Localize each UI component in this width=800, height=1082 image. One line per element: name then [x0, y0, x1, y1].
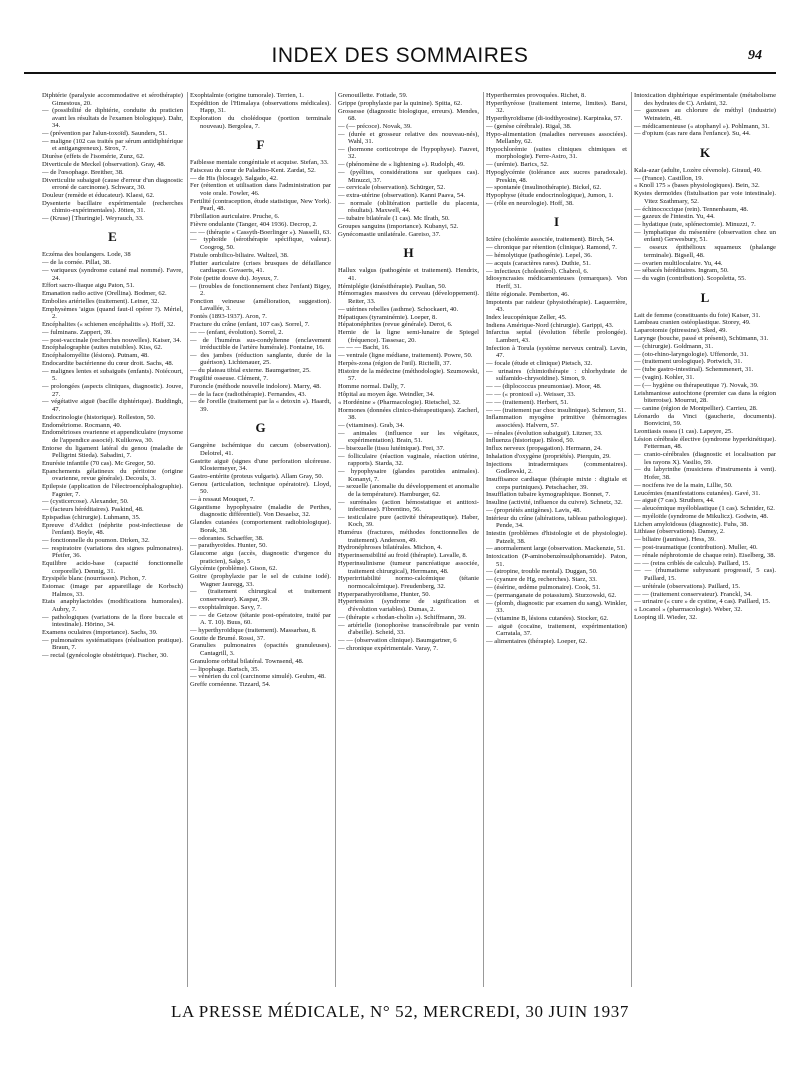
index-entry: — myéloïde (syndrome de Mikulicz). Godwin, 48.	[634, 512, 769, 520]
index-entry: Intérieur du crâne (altérations, tableau pathologique). Pende, 34.	[486, 514, 627, 530]
index-entry: — nocifens ive de la main, Lillie, 50.	[634, 481, 733, 489]
index-entry: — variqueux (syndrome cutané mal nommé). Favre, 24.	[42, 267, 183, 282]
index-entry: — fonctionnelle du poumon. Dirken, 32.	[42, 536, 150, 544]
index-entry: — infectieux (cholestérol). Chabrol, 6.	[486, 267, 589, 275]
index-entry: — hydatique (rate, splénectomie). Minuzzi, 7.	[634, 221, 756, 229]
index-entry: Grenouillette. Fotiade, 59.	[338, 92, 408, 99]
index-entry: Herpès-zona (région de l'œil). Ricitelli, 37.	[338, 360, 452, 368]
index-entry: — cervicale (observation). Schürger, 52.	[338, 184, 446, 192]
index-entry: — (propriétés antigènes). Lavis, 48.	[486, 506, 582, 514]
index-entry: Glandes cutanées (comportement radiobiologique). Borak, 38.	[190, 519, 331, 534]
index-entry: Endocrinologie (historique). Rolleston, 50.	[42, 413, 156, 421]
index-entry: — (— précoce). Novak, 39.	[338, 122, 412, 130]
index-entry: — spontanée (insulinothérapie). Bickel, 62.	[486, 184, 602, 192]
index-entry: — (hormone corticotrope de l'hypophyse). Fauvet, 32.	[338, 145, 479, 161]
index-entry: — de la cornée. Pillat, 38.	[42, 259, 111, 267]
index-entry: Estomac (image par appareillage de Korbsch) Halmos, 33.	[42, 583, 183, 598]
index-entry: — chronique par rétention (clinique). Ramond, 7.	[486, 244, 617, 252]
index-entry: Embolies artérielles (traitement). Leiner, 32.	[42, 297, 160, 305]
index-entry: Emphysèmes 'aigus (quand faut-il opérer ?). Mériel, 2.	[42, 305, 183, 321]
index-entry: — d'opium (cas rare dans l'enfance). Su, 44.	[634, 130, 751, 138]
index-entry: Gastrite aiguë (signes d'une perforation ulcéreuse. Klostermeyer, 34.	[190, 457, 331, 473]
index-entry: Impotents par raideur (physiothérapie). Laquerrière, 43.	[486, 298, 627, 314]
index-entry: Lait de femme (constituants du foie) Kaiser, 31.	[634, 311, 761, 319]
index-entry: Hémiplégie (kinésithérapie). Paulian, 50.	[338, 282, 447, 290]
index-entry: Gangrène ischémique du cæcum (observation). Delotrel, 41.	[190, 442, 331, 457]
index-entry: Hypertension (syndrome de signification et d'évolution variables). Dumas, 2.	[338, 598, 479, 613]
index-entry: — (urémie). Barics, 52.	[486, 161, 549, 169]
index-entry: Kala-azar (adulte, Lozère cévenole). Giraud, 49.	[634, 166, 762, 174]
index-entry: Douleur (remède et éducateur). Klaesi, 62.	[42, 191, 155, 199]
index-entry: Emanation radio active (Orellina). Bodmer, 62.	[42, 290, 167, 298]
index-entry: Encéphalomyélite (lésions). Putnam, 48.	[42, 352, 149, 360]
index-entry: Glycémie (problème). Gison, 62.	[190, 565, 278, 573]
index-entry: Fracture du crâne (enfant, 107 cas). Sorrel, 7.	[190, 321, 310, 329]
index-entry: — (prévention par l'alun-toxoïd). Saunders, 51.	[42, 130, 167, 138]
index-entry: — pathologiques (variations de la flore buccale et intestinale). Hörino, 34.	[42, 613, 183, 629]
index-entry: — (genèse cérébrale). Rigal, 38.	[486, 122, 572, 130]
index-entry: — artérielle (ionophorèse transcérébrale par venin d'abeille). Scheid, 33.	[338, 621, 479, 637]
index-entry: — (chirurgie). Goldmann, 31.	[634, 342, 713, 350]
index-entry: Genou (articulation, technique opératoire). Lloyd, 50.	[190, 480, 331, 496]
index-entry: — (vagin). Kohler, 31.	[634, 374, 695, 382]
index-entry: Influx nerveux (propagation). Hermann, 24.	[486, 445, 602, 453]
index-entry: Equilibre acido-base (capacité fonctionnelle corporelle). Dennig, 31.	[42, 560, 183, 575]
index-entry: Exophtalmie (origine tumorale). Terrien, 1.	[190, 92, 304, 99]
index-entry: — chronique expérimentale. Varay, 7.	[338, 644, 438, 652]
index-entry: Epispadias (chirurgie). Luhmann, 35.	[42, 513, 141, 521]
index-entry: Hépatonéphrites (revue générale). Derot, 6.	[338, 321, 453, 329]
index-entry: — à ressaut Mouquet, 7.	[190, 496, 255, 504]
index-entry: Leishmaniose autochtone (premier cas dans la région biterroise). Mourrut, 28.	[634, 389, 776, 405]
index-entry: — (atropine, trouble mental). Duggan, 50.	[486, 568, 598, 576]
index-entry: Fonction veineuse (amélioration, suggestion). Lavallée, 3.	[190, 297, 331, 313]
index-entry: — (oto-rhino-laryngologie). Uffenorde, 31.	[634, 350, 749, 358]
index-entry: — gazeuses au chlorure de méthyl (industrie) Weinstein, 48.	[634, 107, 776, 122]
index-entry: — sébacés héréditaires. Ingram, 50.	[634, 267, 729, 275]
index-entry: Effort sacro-iliaque aigu Paton, 51.	[42, 282, 135, 290]
index-column-3	[338, 92, 484, 987]
index-entry: Diverticule de Meckel (observation). Gray, 48.	[42, 160, 166, 168]
index-entry: — hypophysaire (glandes parotides animales). Konanyi, 7.	[338, 468, 479, 483]
index-entry: — typhoïde (sérothérapie spécifique, valeur). Coogrog, 50.	[190, 236, 331, 251]
index-column-2	[190, 92, 336, 987]
index-entry: — (facteurs héréditaires). Paskind, 48.	[42, 506, 144, 514]
index-entry: — (traitement urologique). Portwich, 31.	[634, 358, 743, 366]
index-entry: Fistule ombilico-biliaire. Waltzel, 38.	[190, 251, 289, 259]
index-entry: Idiosyncrasies médicamenteuses (remarques). Von Herff, 31.	[486, 275, 627, 290]
index-entry: — (plomb, diagnostic par examen du sang). Winkler, 33.	[486, 599, 627, 615]
index-entry: Gastro-entérite (proteus vulgaris). Allam Gray, 50.	[190, 473, 324, 481]
index-entry: Hormones (données clinico-thérapeutiques). Zacherl, 38.	[338, 406, 479, 422]
index-entry: Injections intradermiques (commentaires). Godlewski, 2.	[486, 460, 627, 476]
index-entry: Insuline (activité, influence du cuivre). Schnetz, 32.	[486, 499, 623, 507]
index-entry: « Knoll 175 » (bases physiologiques). Bein, 32.	[634, 182, 760, 190]
page-number: 94	[748, 48, 762, 63]
index-entry: — — (traitement). Herbert, 51.	[486, 398, 569, 406]
index-entry: — (cyanure de Hg, recherches). Starz, 33.	[486, 576, 597, 584]
index-entry: — (possibilité de diphtérie, conduite du praticien avant les résultats de l'examen biologique). Dahr, 34.	[42, 107, 183, 130]
index-entry: Diphtérie (paralysie accommodative et sérothérapie) Gimestous, 20.	[42, 92, 183, 107]
index-entry: Hépatiques (tyraminémie). Loeper, 8.	[338, 313, 437, 321]
index-entry: — (cysticercose). Alexander, 50.	[42, 498, 129, 506]
index-entry: — — (thérapie « Cassyth-Boerlinger »). Nasselli, 63.	[190, 228, 332, 236]
section-letter: K	[699, 144, 711, 160]
index-entry: — médicamenteuse (« atophanyl »). Pohlmann, 31.	[634, 122, 770, 130]
index-entry: Fer (rétention et utilisation dans l'administration par voie orale. Fowler, 46.	[190, 182, 331, 197]
index-entry: — focale (étude et clinique) Pietsch, 32.	[486, 360, 593, 368]
index-entry: Humérus (fractures, méthodes fonctionnelles de traitement). Anderson, 49.	[338, 529, 479, 544]
index-entry: — du vagin (contribution). Scopoletta, 55.	[634, 275, 747, 283]
index-entry: Endométrioses ovarienne et appendiculaire (myxome de l'appendice associé). Kulikowa, 30.	[42, 429, 183, 444]
index-entry: — acquis (caractères rares). Duthie, 51.	[486, 259, 591, 267]
index-entry: Looping ill. Wieder, 32.	[634, 613, 698, 621]
index-entry: Leucémies (manifestations cutanées). Gavé, 31.	[634, 489, 761, 497]
index-entry: — gazeux de l'intestin. Yu, 44.	[634, 213, 715, 221]
index-entry: — utérines rebelles (asthme). Schockaert, 40.	[338, 305, 459, 313]
index-entry: Eczéma des boulangers. Lode, 38	[42, 251, 131, 259]
section-letter: H	[403, 245, 414, 261]
index-entry: — testiculaire pure (activité thérapeutique). Haber, Koch, 39.	[338, 513, 479, 529]
index-entry: Hémorragies massives du cerveau (développement). Reiter, 33.	[338, 290, 479, 305]
index-entry: Hyperthyroïdisme (di-iodthyrosine). Karpinska, 57.	[486, 115, 623, 123]
section-letter: I	[553, 214, 560, 230]
index-entry: « Locanol » (pharmacologie). Weber, 32.	[634, 606, 743, 614]
index-entry: — urinaire (« cure » de cystine, 4 cas). Paillard, 15.	[634, 598, 771, 606]
index-entry: Leontiasis ossea (1 cas). Lapeyre, 25.	[634, 428, 733, 436]
index-entry: — de l'œsophage. Breither, 38.	[42, 168, 124, 176]
index-entry: — (vitamines). Grab, 34.	[338, 421, 405, 429]
index-entry: — odorantes. Schaeffer, 38.	[190, 534, 264, 542]
index-entry: — (permanganate de potassium). Sturzowski, 62.	[486, 591, 617, 599]
index-entry: — (troubles de fonctionnement chez l'enfant) Bigey, 2.	[190, 282, 331, 298]
index-column-5	[634, 92, 780, 987]
index-entry: Insufflation tubaire kymographique. Bonnet, 7.	[486, 491, 611, 499]
index-entry: — — (reins criblés de calculs). Paillard, 15.	[634, 559, 751, 567]
index-entry: Greffe cornéenne. Tizzard, 54.	[190, 681, 271, 689]
index-entry: Diurèse (effets de l'isomérie, Zunz, 62.	[42, 153, 145, 161]
index-entry: — tubaire bilatérale (1 cas). Mc Ilrath, 50.	[338, 215, 450, 223]
index-entry: Etats anaphylactoïdes (modifications humorales). Aubry, 7.	[42, 598, 183, 613]
index-entry: Fertilité (contraception, étude statistique, New York). Pearl, 48.	[190, 197, 331, 213]
index-entry: Fibrillation auriculaire. Pruche, 6.	[190, 213, 280, 221]
index-entry: Hallux valgus (pathogénie et traitement). Hendrix, 41.	[338, 267, 479, 282]
index-entry: — cranio-cérébrales (diagnostic et localisation par les rayons X). Vasilio, 59.	[634, 451, 776, 466]
index-entry: — vénérien du col (carcinome simulé). Geuhm, 48.	[190, 673, 326, 681]
index-entry: Grippe (prophylaxie par la quinine). Spitta, 62.	[338, 99, 462, 107]
index-entry: — malignes lentes et subaiguës (enfants). Noiécourt, 5.	[42, 367, 183, 383]
index-entry: Iléite régionale. Pemberton, 46.	[486, 290, 570, 298]
index-entry: Insuffisance cardiaque (thérapie mixte : digitale et corps puriniques). Petschacher, 39.	[486, 476, 627, 491]
index-entry: — maligne (102 cas traités par sérum antidiphtérique et antigangreneux). Strox, 7.	[42, 137, 183, 153]
index-entry: — aleucémique myéloblastique (1 cas). Schnider, 62.	[634, 505, 775, 513]
index-entry: Goitre (prophylaxie par le sel de cuisine iodé). Wagner Jauregg, 33.	[190, 573, 331, 588]
index-entry: Epanchements gélatineux du péritoine (origine ovarienne, revue générale). Decoulx, 3.	[42, 467, 183, 483]
index-entry: — rénales (évolution subaiguë). Litzner, 33.	[486, 429, 603, 437]
index-entry: — — de Getzow (tétanie post-opératoire, traité par A. T. 10). Buus, 60.	[190, 611, 331, 627]
index-entry: — exophtalmique. Savy, 7.	[190, 603, 262, 611]
index-entry: Groupes sanguins (importance). Kubanyi, 52.	[338, 223, 459, 231]
index-entry: Hyperparathyroïdisme, Hunter, 50.	[338, 590, 431, 598]
index-entry: Lésion cérébrale élective (syndrome hyperkinétique). Fetterman, 48.	[634, 435, 776, 451]
index-entry: — de l'humérus sus-condylienne (enclavement irréductible de l'artère humérale). Fontaine, 16.	[190, 336, 331, 352]
section-letter: G	[255, 420, 266, 436]
index-entry: Examens oculaires (importance). Sachs, 39.	[42, 629, 158, 637]
index-entry: Hypoglycémie (tolérance aux sucres paradoxale). Preskin, 48.	[486, 169, 627, 184]
index-entry: — bisexuelle (tissu lutéinique). Frei, 37.	[338, 444, 445, 452]
index-entry: — de His (blocage). Salgado, 42.	[190, 174, 278, 182]
index-entry: — respiratoire (variations des signes pulmonaires). Pfeifer, 36.	[42, 544, 183, 560]
index-entry: — hémolytique (pathogénie). Lepel, 36.	[486, 252, 593, 260]
index-entry: — du plateau tibial externe. Baumgartner, 25.	[190, 367, 311, 375]
index-entry: Dysenterie bacillaire expérimentale (recherches chimio-expérimentales). Jötten, 31.	[42, 199, 183, 215]
index-entry: Grossesse (diagnostic biologique, erreurs). Mendes, 68.	[338, 107, 479, 123]
index-entry: — parathyroïdes. Hunter, 50.	[190, 542, 268, 550]
index-entry: Intestin (problèmes d'histologie et de physiologie). Patzelt, 38.	[486, 530, 627, 545]
index-entry: Hypo-alimentation (maladies nerveuses associées). Mellanby, 62.	[486, 130, 627, 146]
index-entry: — (tube gastro-intestinal). Schemmenert, 31.	[634, 366, 754, 374]
index-entry: — végétative aiguë (bacille diphtérique). Buddingh, 47.	[42, 398, 183, 413]
index-entry: Diverticulite subaiguë (cause d'erreur d'un diagnostic erroné de carcinome). Schwarz, 30.	[42, 176, 183, 192]
index-entry: Expédition de l'Himalaya (observations médicales). Happ, 31.	[190, 99, 331, 115]
index-entry: Glaucome aigu (accès, diagnostic d'urgence du praticien), Salgo, 5	[190, 550, 331, 565]
index-entry: Intoxication diphtérique expérimentale (métabolisme des hydrates de C). Ardaini, 32.	[634, 92, 776, 107]
index-entry: — lymphatique du mésentère (observation chez un enfant) Gerwesbury, 51.	[634, 228, 776, 244]
index-entry: Ictère (cholémie associée, traitement). Birch, 54.	[486, 236, 615, 244]
index-entry: Entorse du ligament latéral du genou (maladie de Pelligrini Stieda). Sabadini, 7.	[42, 444, 183, 460]
index-entry: — échinococcique (rein). Tennenbaum, 48.	[634, 205, 749, 213]
index-entry: Epilepsie (application de l'électroencéphalographie). Fagnier, 7.	[42, 483, 183, 498]
index-entry: Exploration du cholédoque (portion terminale nouveau). Bergolea, 7.	[190, 115, 331, 130]
index-entry: Histoire de la médecine (méthodologie). Szumowski, 57.	[338, 367, 479, 383]
index-entry: — extra-utérine (observation). Kanni Paava, 54.	[338, 192, 466, 200]
index-entry: Infarctus septal (évolution fébrile prolongée). Lambert, 43.	[486, 329, 627, 344]
index-entry: — (pyélites, considérations sur quelques cas). Minuzzi, 37.	[338, 169, 479, 184]
index-entry: — — (observation clinique). Baumgartner, 6	[338, 636, 457, 644]
index-entry: — de l'oreille (traitement par la « detoxin »). Haardt, 39.	[190, 398, 331, 413]
index-entry: — (vitamine B, lésions cutanées). Stocker, 62.	[486, 614, 609, 622]
index-entry: Hyperinsulinisme (tumeur pancréatique associée, traitement chirurgical), Herrmann, 48.	[338, 560, 479, 575]
index-entry: — rénale néphrotomie de chaque rein). Eiselberg, 38.	[634, 551, 776, 559]
index-entry: — post-vaccinale (recherches nouvelles). Kaiser, 34.	[42, 336, 182, 344]
index-entry: — — (diplococcus pneumoniae). Moor, 48.	[486, 383, 602, 391]
index-entry: — de la face (radiothérapie). Fernandes, 43.	[190, 390, 307, 398]
index-entry: — aiguë (cocaïne, traitement, expérimentation) Carratala, 37.	[486, 622, 627, 638]
index-entry: — hyperthyroïdique (traitement). Massarbau, 8.	[190, 626, 317, 634]
index-entry: Intoxication (P-aminobenzènsulphonamide). Paton, 51.	[486, 553, 627, 568]
index-entry: — (ésérine, œdème pulmonaire). Cook, 51.	[486, 584, 601, 592]
index-entry: — rectal (gynécologie obstétrique). Fischer, 30.	[42, 652, 169, 660]
index-entry: Hypophyse (étude endocrinologique), Jumon, 1.	[486, 192, 614, 200]
index-entry: — — (rhumatisme subyuxant progressif, 5 cas). Paillard, 15.	[634, 567, 776, 582]
index-entry: Endométriome. Rocmann, 40.	[42, 421, 122, 429]
index-entry: Lambeau cranien ostéoplastique. Storey, 49.	[634, 319, 751, 327]
index-entry: Enurésie infantile (70 cas). Mc Gregor, 50.	[42, 459, 156, 467]
index-entry: Laparotomie (pitressine). Sked, 49.	[634, 327, 728, 335]
index-entry: Erysipèle blanc (nourrisson). Pichon, 7.	[42, 575, 147, 583]
page-header	[24, 44, 776, 74]
index-entry: Lithiase (observations). Damey, 2.	[634, 528, 725, 536]
index-entry: Granulies pulmonaires (opacités granuleuses). Cantagrill, 3.	[190, 642, 331, 657]
index-entry: — lipophage. Bartsch, 35.	[190, 665, 260, 673]
index-entry: — — (enfant, évolution). Sorrel, 2.	[190, 328, 284, 336]
index-entry: Index leucopénique Zeller, 45.	[486, 313, 567, 321]
index-entry: — alimentaires (thérapie). Loeper, 62.	[486, 638, 587, 646]
index-entry: — fulminans. Zappert, 39.	[42, 328, 112, 336]
index-entry: — urinaires (chimiothérapie : chlorhydrate de sulfamido-chrysoïdine). Simon, 9.	[486, 367, 627, 383]
index-entry: Furoncle (méthode nouvelle indolore). Marry, 48.	[190, 382, 322, 390]
page-title: INDEX DES SOMMAIRES	[271, 44, 529, 67]
index-entry: Hyperinsensibilité au froid (thérapie). Lavalle, 8.	[338, 552, 468, 560]
index-entry: Granulome orbital bilatéral. Townsend, 48.	[190, 657, 304, 665]
index-entry: — (durée et grosseur relative des nouveau-nés), Wahl, 31.	[338, 130, 479, 146]
index-entry: Gynécomastie unilatérale. Gareiso, 37.	[338, 230, 441, 238]
index-entry: — (Kruse) [Thuringie]. Weyrauch, 33.	[42, 214, 144, 222]
index-entry: Infection à Torula (système nerveux central). Levin, 47.	[486, 344, 627, 360]
index-entry: Hydronéphroses bilatérales. Michon, 4.	[338, 544, 443, 552]
index-entry: Fièvre ondulante (Tanger, 404 1936). Decrop, 2.	[190, 220, 318, 228]
index-entry: — sexuelle (anomalie du développement et anomalie de la température). Hamburger, 62.	[338, 483, 479, 498]
index-column-4	[486, 92, 632, 987]
index-entry: — canine (région de Montpellier). Carrieu, 28.	[634, 404, 758, 412]
index-entry: — anormalement large (observation. Mackenzie, 51.	[486, 545, 626, 553]
index-entry: — (phénomène de « lightening »). Rudolph, 49.	[338, 161, 465, 169]
index-entry: Foie (petite douve du). Joyeux, 7.	[190, 274, 279, 282]
section-letter: L	[700, 289, 710, 305]
index-entry: — (thérapie « rhodan-cholin »). Schiffmann, 39.	[338, 613, 466, 621]
index-entry: — — (traitement par choc insulinique). Schmorr, 51.	[486, 406, 627, 414]
index-entry: — (France). Castillon, 19.	[634, 174, 704, 182]
section-letter: F	[256, 137, 265, 153]
index-entry: — aiguë (7 cas). Struthers, 44.	[634, 497, 715, 505]
index-entry: Inhalation d'oxygène (propriétés). Pierquin, 29.	[486, 453, 611, 460]
index-entry: Goutte de Brumé. Rossi, 37.	[190, 634, 265, 642]
index-entry: Fontès (1893-1937). Aron, 7.	[190, 313, 267, 321]
index-entry: Endocardite bactérienne du cœur droit. Sachs, 48.	[42, 360, 174, 368]
index-entry: — urétérale (observations). Paillard, 15.	[634, 582, 741, 590]
index-entry: — animales (influence sur les végétaux, expérimentation). Brain, 51.	[338, 429, 479, 445]
index-entry: Hernie de la ligne semi-lunaire de Spiegel (fréquence). Tassesac, 20.	[338, 329, 479, 344]
index-entry: Inflammation myogène primitive (hémorragies associées). Halvern, 57.	[486, 414, 627, 429]
index-entry: Indiens Amérique-Nord (chirurgie). Garippi, 43.	[486, 321, 614, 329]
index-entry: — (traitement chirurgical et traitement conservateur). Kaspar, 39.	[190, 588, 331, 603]
index-entry: Homme normal. Dally, 7.	[338, 383, 406, 391]
index-entry: Hyperthyréose (traitement interne, limites). Barsi, 32.	[486, 99, 627, 115]
index-entry: Hôpital au moyen âge. Weindler, 34.	[338, 390, 435, 398]
index-entry: Lichen amyloïdosus (diagnostic). Fuhs, 38.	[634, 520, 749, 528]
index-entry: Fragilité osseuse. Clément, 7.	[190, 375, 269, 383]
index-entry: Gigantisme hypophysaire (maladie de Perthes, diagnostic différentiel). Von Desaelsz, 32.	[190, 503, 331, 519]
index-entry: — ventrale (ligne médiane, traitement). Powre, 50.	[338, 352, 473, 360]
journal-footer: LA PRESSE MÉDICALE, N° 52, MERCREDI, 30 JUIN 1937	[171, 1002, 629, 1021]
index-entry: Hyperirritabilité normo-calcémique (tétanie normocalcémique). Freudenberg, 32.	[338, 575, 479, 590]
index-entry: — pulmonaires systématiques (réalisation pratique). Braun, 7.	[42, 636, 183, 652]
index-entry: — du labyrinthe (musiciens d'instruments à vent). Hofer, 38.	[634, 466, 776, 481]
index-entry: — normale (oblitération partielle du placenta, résultats). Maxwell, 44.	[338, 199, 479, 215]
index-entry: — prolongées (aspects cliniques, diagnostic). Jouve, 27.	[42, 383, 183, 398]
index-entry: Hyperthermies provoquées. Richet, 8.	[486, 92, 586, 99]
index-entry: — (rôle en neurologie). Hoff, 38.	[486, 199, 574, 207]
index-entry: — — (« prontosil »). Weisser, 33.	[486, 390, 576, 398]
section-letter: E	[108, 229, 117, 245]
index-entry: — des jambes (réduction sanglante, durée de la guérison). Lichtenauer, 25.	[190, 351, 331, 367]
index-entry: Flutter auriculaire (crises brusques de défaillance cardiaque. Govaerts, 41.	[190, 259, 331, 275]
index-entry: Influenza (historique). Blood, 50.	[486, 437, 575, 445]
index-columns	[42, 92, 782, 987]
index-entry: Faiblesse mentale congénitale et acquise. Stefan, 33.	[190, 159, 329, 167]
index-entry: — folliculaire (réaction vaginale, réaction utérine, rapports). Starda, 32.	[338, 452, 479, 468]
index-entry: Epreuve d'Addict (néphrite post-infectieuse de l'enfant). Boyle, 48.	[42, 521, 183, 537]
index-entry: — biliaire (jaunisse). Hess, 39.	[634, 536, 716, 544]
index-column-1	[42, 92, 188, 987]
index-entry: Kystes dermoïdes (fistulisation par voie intestinale). Vitez Szathmary, 52.	[634, 190, 776, 205]
index-entry: Hypochlorémie (suites cliniques chimiques et morphologie). Ferre-Astro, 31.	[486, 145, 627, 161]
index-entry: — — — Bacht, 16.	[338, 344, 390, 352]
index-entry: Léonardo da Vinci (gaucherie, documents). Bonvicini, 59.	[634, 412, 776, 428]
index-entry: — — (traitement conservateur). Franckl, 34.	[634, 590, 752, 598]
index-entry: Faisceau du cœur de Paladino-Kent. Zardat, 52.	[190, 166, 316, 174]
index-entry: Encéphalographie (suites nuisibles). Kiss, 62.	[42, 344, 163, 352]
index-entry: — post-traumatique (contribution). Muller, 40.	[634, 544, 758, 552]
index-entry: « Hordénine » (Pharmacologie). Rietschel, 32.	[338, 398, 461, 406]
index-entry: — (— hygiène ou thérapeutique ?). Novak, 39.	[634, 381, 759, 389]
index-entry: — osseux épithélioux squameux (phalange terminale). Bigsell, 48.	[634, 244, 776, 259]
index-entry: — surrénales (action hémostatique et antitoxi-infectieuse). Fibrentino, 56.	[338, 498, 479, 514]
index-entry: — ovarien multiloculaire. Yu, 44.	[634, 259, 723, 267]
index-entry: Encéphalites (« schienen encéphalitis »). Hoff, 32.	[42, 321, 175, 329]
index-entry: Larynge (bouche, passé et présent), Schümann, 31.	[634, 335, 769, 343]
